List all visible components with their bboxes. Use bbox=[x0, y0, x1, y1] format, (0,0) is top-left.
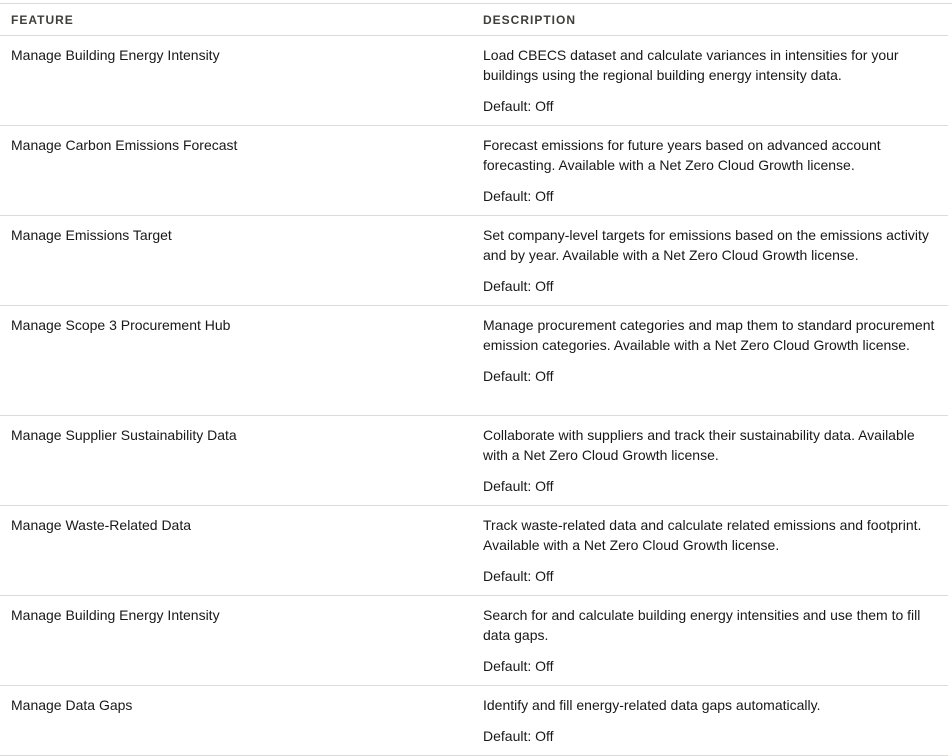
feature-name: Manage Waste-Related Data bbox=[11, 517, 192, 533]
description-text: Load CBECS dataset and calculate variances in intensities for your buildings using the regional building energy intensity data. bbox=[483, 47, 899, 83]
description-text: Search for and calculate building energy intensities and use them to fill data gaps. bbox=[483, 607, 921, 643]
description-text: Forecast emissions for future years based on advanced account forecasting. Available with a Net Zero Cloud Growth license. bbox=[483, 137, 881, 173]
feature-name: Manage Scope 3 Procurement Hub bbox=[11, 317, 231, 333]
feature-cell bbox=[0, 216, 472, 306]
default-value: Default: Off bbox=[483, 728, 554, 744]
feature-cell bbox=[0, 306, 472, 416]
default-value: Default: Off bbox=[483, 278, 554, 294]
table-row bbox=[0, 36, 948, 126]
description-cell bbox=[472, 596, 948, 686]
description-cell bbox=[472, 216, 948, 306]
feature-cell bbox=[0, 126, 472, 216]
default-value: Default: Off bbox=[483, 478, 554, 494]
description-text: Collaborate with suppliers and track their sustainability data. Available with a Net Zero Cloud Growth license. bbox=[483, 427, 915, 463]
feature-name: Manage Carbon Emissions Forecast bbox=[11, 137, 238, 153]
header-row bbox=[0, 4, 948, 36]
table-row bbox=[0, 596, 948, 686]
feature-name: Manage Supplier Sustainability Data bbox=[11, 427, 237, 443]
feature-name: Manage Data Gaps bbox=[11, 697, 133, 713]
description-cell bbox=[472, 686, 948, 756]
feature-name: Manage Building Energy Intensity bbox=[11, 607, 220, 623]
table-row bbox=[0, 306, 948, 416]
description-cell bbox=[472, 36, 948, 126]
feature-name: Manage Emissions Target bbox=[11, 227, 172, 243]
default-value: Default: Off bbox=[483, 368, 554, 384]
table-row bbox=[0, 216, 948, 306]
description-cell bbox=[472, 416, 948, 506]
table-header bbox=[0, 4, 948, 36]
feature-cell bbox=[0, 596, 472, 686]
description-text: Track waste-related data and calculate related emissions and footprint. Available with a Net Zero Cloud Growth license. bbox=[483, 517, 922, 553]
table-row bbox=[0, 126, 948, 216]
description-cell bbox=[472, 126, 948, 216]
table-row bbox=[0, 686, 948, 756]
table-body bbox=[0, 36, 948, 756]
table-row bbox=[0, 506, 948, 596]
description-column-header: DESCRIPTION bbox=[472, 4, 948, 36]
description-text: Manage procurement categories and map them to standard procurement emission categories. Available with a Net Zero Cloud Growth license. bbox=[483, 317, 935, 353]
feature-name: Manage Building Energy Intensity bbox=[11, 47, 220, 63]
default-value: Default: Off bbox=[483, 188, 554, 204]
default-value: Default: Off bbox=[483, 98, 554, 114]
table-row bbox=[0, 416, 948, 506]
default-value: Default: Off bbox=[483, 568, 554, 584]
description-text: Set company-level targets for emissions based on the emissions activity and by year. Available with a Net Zero Cloud Growth license. bbox=[483, 227, 929, 263]
feature-column-header: FEATURE bbox=[0, 4, 472, 36]
description-cell bbox=[472, 506, 948, 596]
feature-cell bbox=[0, 416, 472, 506]
default-value: Default: Off bbox=[483, 658, 554, 674]
description-text: Identify and fill energy-related data gaps automatically. bbox=[483, 697, 821, 713]
feature-cell bbox=[0, 506, 472, 596]
feature-cell bbox=[0, 36, 472, 126]
features-table bbox=[0, 4, 948, 756]
description-cell bbox=[472, 306, 948, 416]
feature-cell bbox=[0, 686, 472, 756]
